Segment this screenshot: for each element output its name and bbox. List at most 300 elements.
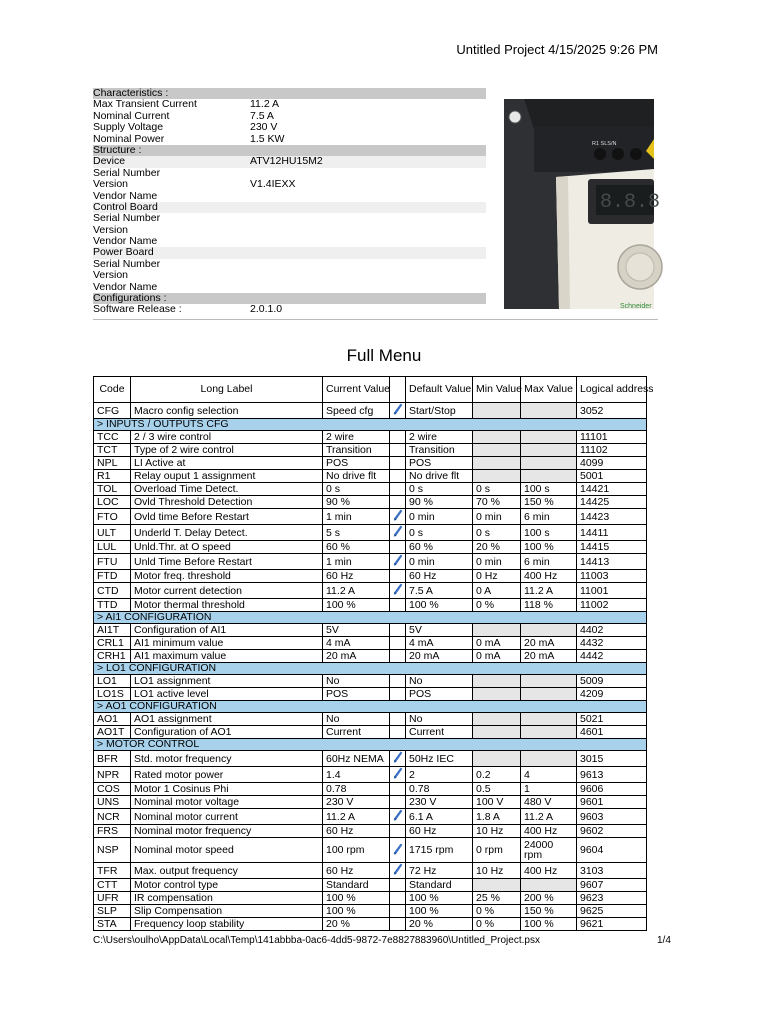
param-min-value: 0 mA xyxy=(473,650,521,663)
pencil-icon xyxy=(393,846,403,858)
param-max-value: 480 V xyxy=(521,796,577,809)
param-code: FTD xyxy=(94,570,131,583)
param-long-label: Underld T. Delay Detect. xyxy=(131,525,323,541)
param-default-value: 5V xyxy=(406,624,473,637)
param-logical-address: 14415 xyxy=(577,541,647,554)
section-label: > INPUTS / OUTPUTS CFG xyxy=(94,419,647,431)
param-min-value xyxy=(473,675,521,688)
param-code: SLP xyxy=(94,905,131,918)
param-min-value: 0.5 xyxy=(473,783,521,796)
param-logical-address: 9613 xyxy=(577,767,647,783)
edit-marker xyxy=(390,599,406,612)
table-row xyxy=(94,863,647,879)
param-min-value: 0 s xyxy=(473,483,521,496)
param-max-value: 11.2 A xyxy=(521,809,577,825)
param-code: TCT xyxy=(94,444,131,457)
table-row xyxy=(94,796,647,809)
table-row xyxy=(94,541,647,554)
section-header-row xyxy=(94,663,647,675)
param-default-value: 60 Hz xyxy=(406,825,473,838)
info-row xyxy=(93,259,486,270)
param-code: LUL xyxy=(94,541,131,554)
param-max-value xyxy=(521,431,577,444)
param-current-value: 1.4 xyxy=(323,767,390,783)
pencil-icon xyxy=(393,866,403,878)
param-long-label: Motor 1 Cosinus Phi xyxy=(131,783,323,796)
param-logical-address: 14411 xyxy=(577,525,647,541)
param-default-value: 6.1 A xyxy=(406,809,473,825)
param-current-value: POS xyxy=(323,457,390,470)
edit-marker xyxy=(390,525,406,541)
info-label: Serial Number xyxy=(93,166,161,179)
param-max-value xyxy=(521,879,577,892)
param-max-value: 100 % xyxy=(521,541,577,554)
param-current-value: 60 Hz xyxy=(323,863,390,879)
param-min-value xyxy=(473,457,521,470)
table-row xyxy=(94,470,647,483)
param-long-label: IR compensation xyxy=(131,892,323,905)
param-min-value: 0 A xyxy=(473,583,521,599)
param-long-label: Frequency loop stability xyxy=(131,918,323,931)
info-value: 2.0.1.0 xyxy=(250,303,283,316)
param-max-value: 118 % xyxy=(521,599,577,612)
info-label: Vendor Name xyxy=(93,235,158,248)
param-max-value xyxy=(521,726,577,739)
edit-marker xyxy=(390,483,406,496)
param-default-value: Transition xyxy=(406,444,473,457)
edit-marker xyxy=(390,624,406,637)
param-code: CRH1 xyxy=(94,650,131,663)
param-logical-address: 14423 xyxy=(577,509,647,525)
pencil-icon xyxy=(393,406,403,418)
param-logical-address: 11102 xyxy=(577,444,647,457)
param-min-value: 0 mA xyxy=(473,637,521,650)
param-max-value: 6 min xyxy=(521,509,577,525)
info-label: Characteristics : xyxy=(93,87,169,99)
table-row xyxy=(94,496,647,509)
svg-text:8.8.8: 8.8.8 xyxy=(600,191,661,214)
param-code: UFR xyxy=(94,892,131,905)
param-logical-address: 9623 xyxy=(577,892,647,905)
param-min-value: 0 % xyxy=(473,905,521,918)
param-logical-address: 4432 xyxy=(577,637,647,650)
param-code: FRS xyxy=(94,825,131,838)
table-row xyxy=(94,767,647,783)
drive-photo xyxy=(504,99,661,310)
param-code: NSP xyxy=(94,838,131,863)
edit-marker xyxy=(390,713,406,726)
param-default-value: 2 wire xyxy=(406,431,473,444)
edit-marker xyxy=(390,470,406,483)
param-max-value: 20 mA xyxy=(521,637,577,650)
param-logical-address: 11002 xyxy=(577,599,647,612)
edit-marker xyxy=(390,751,406,767)
param-max-value: 1 xyxy=(521,783,577,796)
edit-marker xyxy=(390,838,406,863)
info-label: Vendor Name xyxy=(93,189,158,202)
param-code: LO1S xyxy=(94,688,131,701)
param-min-value: 100 V xyxy=(473,796,521,809)
param-long-label: AO1 assignment xyxy=(131,713,323,726)
param-current-value: Transition xyxy=(323,444,390,457)
edit-marker xyxy=(390,863,406,879)
param-max-value: 150 % xyxy=(521,905,577,918)
param-current-value: Standard xyxy=(323,879,390,892)
param-default-value: 0.78 xyxy=(406,783,473,796)
param-max-value xyxy=(521,688,577,701)
pencil-icon xyxy=(393,586,403,598)
param-default-value: 2 xyxy=(406,767,473,783)
param-current-value: 60 % xyxy=(323,541,390,554)
param-current-value: 5V xyxy=(323,624,390,637)
pencil-icon xyxy=(393,528,403,540)
param-default-value: Standard xyxy=(406,879,473,892)
col-header-code: Code xyxy=(94,377,131,403)
param-current-value: 20 % xyxy=(323,918,390,931)
param-current-value: 1 min xyxy=(323,554,390,570)
col-header-long-label: Long Label xyxy=(131,377,323,403)
param-long-label: Ovld Threshold Detection xyxy=(131,496,323,509)
param-long-label: AI1 minimum value xyxy=(131,637,323,650)
param-code: CTD xyxy=(94,583,131,599)
param-logical-address: 9603 xyxy=(577,809,647,825)
param-current-value: No drive flt xyxy=(323,470,390,483)
param-min-value: 0 % xyxy=(473,918,521,931)
param-default-value: 7.5 A xyxy=(406,583,473,599)
info-value: 230 V xyxy=(250,121,278,134)
param-default-value: Start/Stop xyxy=(406,403,473,419)
param-max-value xyxy=(521,444,577,457)
param-long-label: Configuration of AI1 xyxy=(131,624,323,637)
param-current-value: 60Hz NEMA xyxy=(323,751,390,767)
param-long-label: Overload Time Detect. xyxy=(131,483,323,496)
param-logical-address: 4209 xyxy=(577,688,647,701)
param-default-value: 1715 rpm xyxy=(406,838,473,863)
param-logical-address: 4442 xyxy=(577,650,647,663)
info-label: Serial Number xyxy=(93,257,161,270)
info-label: Supply Voltage xyxy=(93,121,164,134)
param-current-value: 2 wire xyxy=(323,431,390,444)
table-row xyxy=(94,726,647,739)
table-row xyxy=(94,905,647,918)
edit-marker xyxy=(390,541,406,554)
param-logical-address: 11101 xyxy=(577,431,647,444)
param-code: TTD xyxy=(94,599,131,612)
edit-marker xyxy=(390,726,406,739)
param-max-value xyxy=(521,403,577,419)
param-min-value: 0 Hz xyxy=(473,570,521,583)
table-row xyxy=(94,650,647,663)
param-min-value xyxy=(473,751,521,767)
param-long-label: Nominal motor voltage xyxy=(131,796,323,809)
info-row xyxy=(93,134,486,145)
edit-marker xyxy=(390,583,406,599)
info-label: Structure : xyxy=(93,143,142,156)
param-min-value xyxy=(473,403,521,419)
info-label: Version xyxy=(93,223,129,236)
edit-marker xyxy=(390,675,406,688)
param-max-value: 4 xyxy=(521,767,577,783)
param-code: NPR xyxy=(94,767,131,783)
edit-marker xyxy=(390,783,406,796)
info-label: Nominal Current xyxy=(93,109,170,122)
param-logical-address: 3052 xyxy=(577,403,647,419)
table-row xyxy=(94,825,647,838)
info-label: Max Transient Current xyxy=(93,98,197,111)
param-current-value: 0 s xyxy=(323,483,390,496)
edit-marker xyxy=(390,688,406,701)
param-min-value: 1.8 A xyxy=(473,809,521,825)
svg-text:R1 SLS/N: R1 SLS/N xyxy=(592,141,617,147)
param-long-label: Nominal motor frequency xyxy=(131,825,323,838)
param-default-value: 0 min xyxy=(406,554,473,570)
param-long-label: Motor control type xyxy=(131,879,323,892)
param-min-value: 70 % xyxy=(473,496,521,509)
param-long-label: Nominal motor speed xyxy=(131,838,323,863)
param-code: NPL xyxy=(94,457,131,470)
col-header-current-value: Current Value xyxy=(323,377,390,403)
param-current-value: 100 % xyxy=(323,905,390,918)
edit-marker xyxy=(390,905,406,918)
param-default-value: 230 V xyxy=(406,796,473,809)
edit-marker xyxy=(390,650,406,663)
param-min-value xyxy=(473,431,521,444)
table-header-row xyxy=(94,377,647,403)
table-row xyxy=(94,403,647,419)
param-max-value xyxy=(521,751,577,767)
info-label: Control Board xyxy=(93,200,158,213)
info-value: 11.2 A xyxy=(250,98,279,111)
param-max-value: 400 Hz xyxy=(521,825,577,838)
param-long-label: Ovld time Before Restart xyxy=(131,509,323,525)
param-default-value: 100 % xyxy=(406,892,473,905)
section-label: > AO1 CONFIGURATION xyxy=(94,701,647,713)
edit-marker xyxy=(390,444,406,457)
param-code: AO1T xyxy=(94,726,131,739)
info-label: Nominal Power xyxy=(93,132,165,145)
param-code: UNS xyxy=(94,796,131,809)
param-max-value: 100 s xyxy=(521,483,577,496)
param-long-label: LI Active at xyxy=(131,457,323,470)
param-long-label: Std. motor frequency xyxy=(131,751,323,767)
table-row xyxy=(94,809,647,825)
param-default-value: 90 % xyxy=(406,496,473,509)
param-max-value: 24000 rpm xyxy=(521,838,577,863)
param-long-label: Unld.Thr. at O speed xyxy=(131,541,323,554)
info-label: Vendor Name xyxy=(93,280,158,293)
table-row xyxy=(94,483,647,496)
table-row xyxy=(94,879,647,892)
table-row xyxy=(94,525,647,541)
param-long-label: Unld Time Before Restart xyxy=(131,554,323,570)
param-min-value: 0 s xyxy=(473,525,521,541)
param-min-value: 0 % xyxy=(473,599,521,612)
param-long-label: Motor thermal threshold xyxy=(131,599,323,612)
param-long-label: Relay ouput 1 assignment xyxy=(131,470,323,483)
section-header-row xyxy=(94,701,647,713)
param-default-value: 4 mA xyxy=(406,637,473,650)
pencil-icon xyxy=(393,812,403,824)
info-row xyxy=(93,304,486,315)
info-label: Configurations : xyxy=(93,292,167,305)
param-current-value: Current xyxy=(323,726,390,739)
param-default-value: 60 % xyxy=(406,541,473,554)
table-row xyxy=(94,570,647,583)
param-min-value xyxy=(473,470,521,483)
param-logical-address: 5001 xyxy=(577,470,647,483)
edit-marker xyxy=(390,570,406,583)
info-label: Version xyxy=(93,178,129,191)
param-logical-address: 11003 xyxy=(577,570,647,583)
param-min-value xyxy=(473,726,521,739)
param-code: AO1 xyxy=(94,713,131,726)
param-min-value: 25 % xyxy=(473,892,521,905)
param-code: R1 xyxy=(94,470,131,483)
edit-marker xyxy=(390,825,406,838)
info-row xyxy=(93,270,486,281)
info-label: Device xyxy=(93,155,126,168)
info-row xyxy=(93,122,486,133)
info-label: Power Board xyxy=(93,246,154,259)
param-current-value: 60 Hz xyxy=(323,570,390,583)
param-logical-address: 5009 xyxy=(577,675,647,688)
param-max-value: 100 % xyxy=(521,918,577,931)
param-logical-address: 3015 xyxy=(577,751,647,767)
param-long-label: AI1 maximum value xyxy=(131,650,323,663)
param-max-value: 200 % xyxy=(521,892,577,905)
param-code: TOL xyxy=(94,483,131,496)
param-code: NCR xyxy=(94,809,131,825)
param-max-value xyxy=(521,713,577,726)
param-min-value xyxy=(473,624,521,637)
table-row xyxy=(94,509,647,525)
info-value: V1.4IEXX xyxy=(250,178,296,191)
param-max-value: 6 min xyxy=(521,554,577,570)
param-max-value: 20 mA xyxy=(521,650,577,663)
info-divider xyxy=(93,319,658,320)
param-current-value: 100 % xyxy=(323,892,390,905)
param-code: FTU xyxy=(94,554,131,570)
param-max-value xyxy=(521,470,577,483)
info-value: 1.5 KW xyxy=(250,132,285,145)
param-current-value: 11.2 A xyxy=(323,809,390,825)
edit-marker xyxy=(390,879,406,892)
param-logical-address: 9604 xyxy=(577,838,647,863)
param-current-value: 4 mA xyxy=(323,637,390,650)
param-logical-address: 3103 xyxy=(577,863,647,879)
table-row xyxy=(94,457,647,470)
table-row xyxy=(94,751,647,767)
param-code: FTO xyxy=(94,509,131,525)
param-min-value xyxy=(473,879,521,892)
param-current-value: Speed cfg xyxy=(323,403,390,419)
param-max-value: 400 Hz xyxy=(521,570,577,583)
section-label: > AI1 CONFIGURATION xyxy=(94,612,647,624)
info-label: Software Release : xyxy=(93,303,182,316)
param-max-value: 400 Hz xyxy=(521,863,577,879)
param-code: TCC xyxy=(94,431,131,444)
table-row xyxy=(94,637,647,650)
param-code: STA xyxy=(94,918,131,931)
menu-title: Full Menu xyxy=(346,346,422,365)
param-long-label: Rated motor power xyxy=(131,767,323,783)
param-current-value: 100 % xyxy=(323,599,390,612)
device-info-panel xyxy=(93,88,486,316)
info-label: Version xyxy=(93,269,129,282)
param-default-value: No drive flt xyxy=(406,470,473,483)
param-default-value: POS xyxy=(406,457,473,470)
param-min-value: 10 Hz xyxy=(473,863,521,879)
section-label: > MOTOR CONTROL xyxy=(94,739,647,751)
param-default-value: 100 % xyxy=(406,905,473,918)
param-code: AI1T xyxy=(94,624,131,637)
edit-marker xyxy=(390,918,406,931)
table-row xyxy=(94,675,647,688)
param-logical-address: 5021 xyxy=(577,713,647,726)
param-current-value: 230 V xyxy=(323,796,390,809)
param-current-value: 100 rpm xyxy=(323,838,390,863)
section-header-row xyxy=(94,739,647,751)
param-min-value: 0 min xyxy=(473,554,521,570)
section-label: > LO1 CONFIGURATION xyxy=(94,663,647,675)
param-logical-address: 9602 xyxy=(577,825,647,838)
pencil-icon xyxy=(393,754,403,766)
param-default-value: 20 mA xyxy=(406,650,473,663)
param-logical-address: 9601 xyxy=(577,796,647,809)
parameters-table xyxy=(93,376,654,931)
param-long-label: Slip Compensation xyxy=(131,905,323,918)
param-long-label: Motor freq. threshold xyxy=(131,570,323,583)
col-header-default-value: Default Value xyxy=(406,377,473,403)
param-code: LOC xyxy=(94,496,131,509)
param-default-value: 50Hz IEC xyxy=(406,751,473,767)
edit-marker xyxy=(390,637,406,650)
param-current-value: No xyxy=(323,675,390,688)
edit-marker xyxy=(390,892,406,905)
col-header-logical-address: Logical address xyxy=(577,377,647,403)
info-value: ATV12HU15M2 xyxy=(250,155,323,168)
param-max-value xyxy=(521,624,577,637)
param-long-label: LO1 assignment xyxy=(131,675,323,688)
param-long-label: Type of 2 wire control xyxy=(131,444,323,457)
table-row xyxy=(94,713,647,726)
edit-marker xyxy=(390,767,406,783)
param-long-label: LO1 active level xyxy=(131,688,323,701)
file-path: C:\Users\oulho\AppData\Local\Temp\141abbba-0ac6-4dd5-9872-7e8827883960\Untitled_Project.psx xyxy=(93,935,540,946)
param-default-value: Current xyxy=(406,726,473,739)
param-min-value: 20 % xyxy=(473,541,521,554)
param-long-label: Max. output frequency xyxy=(131,863,323,879)
param-current-value: 1 min xyxy=(323,509,390,525)
param-min-value xyxy=(473,713,521,726)
param-long-label: Macro config selection xyxy=(131,403,323,419)
param-code: CFG xyxy=(94,403,131,419)
param-default-value: 20 % xyxy=(406,918,473,931)
param-long-label: 2 / 3 wire control xyxy=(131,431,323,444)
param-current-value: No xyxy=(323,713,390,726)
info-label: Serial Number xyxy=(93,212,161,225)
param-logical-address: 9606 xyxy=(577,783,647,796)
param-min-value: 0 rpm xyxy=(473,838,521,863)
param-code: ULT xyxy=(94,525,131,541)
edit-marker xyxy=(390,403,406,419)
param-min-value: 10 Hz xyxy=(473,825,521,838)
param-logical-address: 14425 xyxy=(577,496,647,509)
param-min-value: 0.2 xyxy=(473,767,521,783)
param-logical-address: 4402 xyxy=(577,624,647,637)
param-default-value: 0 min xyxy=(406,509,473,525)
edit-marker xyxy=(390,796,406,809)
